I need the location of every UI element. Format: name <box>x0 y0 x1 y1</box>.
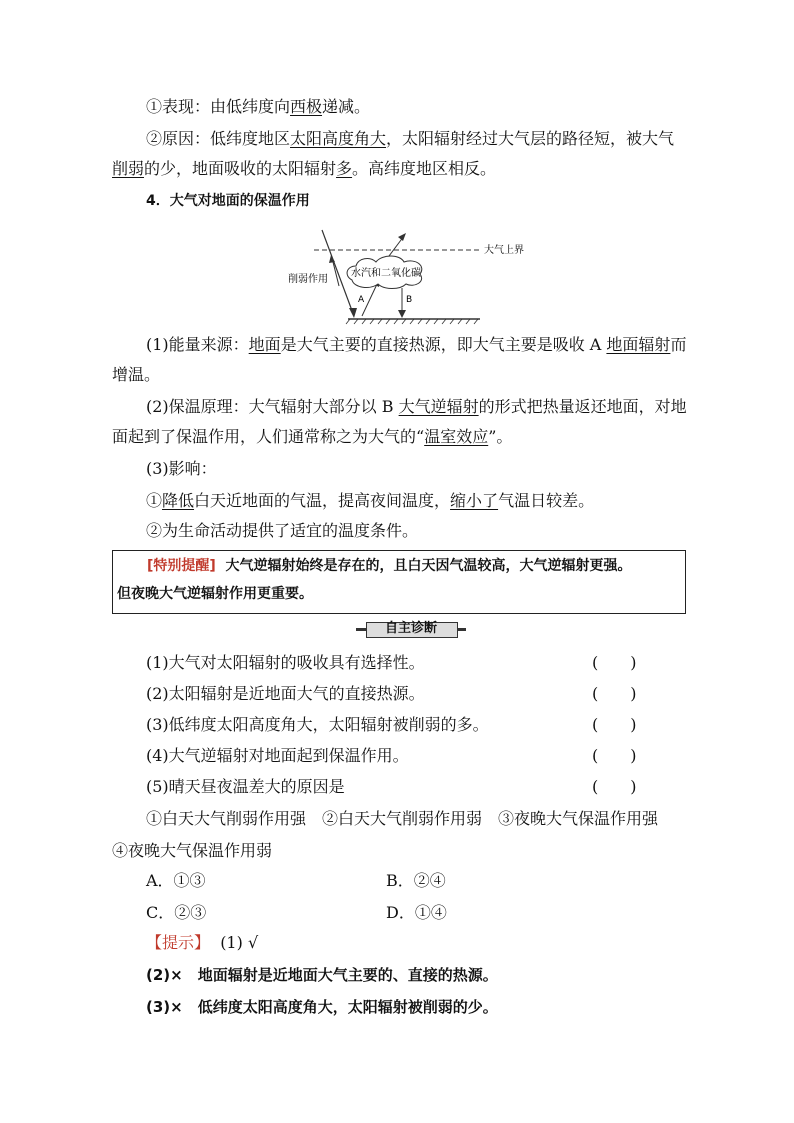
text: ”。 <box>488 427 513 446</box>
underlined-text: 大气逆辐射 <box>398 397 479 416</box>
text-line <box>146 490 594 512</box>
underlined-text: 太阳高度角大 <box>290 129 387 148</box>
hint-answer: (1) √ <box>220 933 259 952</box>
text-line: 增温。 <box>112 365 161 384</box>
section-heading: 4．大气对地面的保温作用 <box>146 193 310 209</box>
text-line <box>112 158 496 180</box>
note-text: 大气逆辐射始终是存在的，且白天因气温较高，大气逆辐射更强。 <box>225 558 632 574</box>
text-line <box>146 128 674 150</box>
text: ① <box>146 491 163 510</box>
underlined-text: 西极 <box>290 97 323 116</box>
answer-line: (2)× 地面辐射是近地面大气主要的、直接的热源。 <box>146 966 498 984</box>
question-text: (3)低纬度太阳高度角大，太阳辐射被削弱的多。 <box>146 715 489 734</box>
answer-paren: ( ) <box>592 653 637 672</box>
note-line <box>147 555 632 577</box>
label-b: B <box>406 295 413 305</box>
underlined-text: 削弱 <box>112 159 145 178</box>
option-d: D．①④ <box>386 903 447 922</box>
text-line <box>146 334 686 356</box>
section-banner <box>356 620 466 638</box>
special-note-box <box>112 550 686 614</box>
text: 白天近地面的气温，提高夜间温度， <box>194 491 451 510</box>
text: 的少，地面吸收的太阳辐射 <box>144 159 337 178</box>
underlined-text: 地面辐射 <box>606 335 671 354</box>
text: 是大气主要的直接热源，即大气主要是吸收 A <box>280 335 607 354</box>
text: (2)保温原理：大气辐射大部分以 B <box>146 397 399 416</box>
note-tag: [特别提醒] <box>147 558 216 574</box>
answer-paren: ( ) <box>592 684 637 703</box>
text-line: ②为生命活动提供了适宜的温度条件。 <box>146 521 419 540</box>
hint-tag: 【提示】 <box>146 933 211 952</box>
hint-line <box>146 932 258 954</box>
question-text: (1)大气对太阳辐射的吸收具有选择性。 <box>146 653 425 672</box>
text-line <box>146 96 370 118</box>
text: 面起到了保温作用，人们通常称之为大气的“ <box>112 427 425 446</box>
text: 。高纬度地区相反。 <box>352 159 497 178</box>
answer-paren: ( ) <box>592 715 637 734</box>
text: 而 <box>670 335 687 354</box>
answer-paren: ( ) <box>592 777 637 796</box>
greenhouse-diagram <box>284 226 524 326</box>
atmosphere-boundary-label: 大气上界 <box>484 245 524 256</box>
question-text: (2)太阳辐射是近地面大气的直接热源。 <box>146 684 425 703</box>
option-c: C．②③ <box>146 903 207 922</box>
cloud-label: 水汽和二氧化碳 <box>351 268 421 279</box>
option-a: A．①③ <box>146 871 206 890</box>
underlined-text: 地面 <box>248 335 281 354</box>
underlined-text: 降低 <box>162 491 195 510</box>
answer-line: (3)× 低纬度太阳高度角大，太阳辐射被削弱的少。 <box>146 998 498 1016</box>
option-b: B．②④ <box>386 871 446 890</box>
label-a: A <box>358 295 365 305</box>
text: ①表现：由低纬度向 <box>146 97 291 116</box>
banner-title: 自主诊断 <box>384 621 437 636</box>
underlined-text: 温室效应 <box>424 427 489 446</box>
choice-items-line: ①白天大气削弱作用强 ②白天大气削弱作用弱 ③夜晚大气保温作用强 <box>146 809 659 828</box>
answer-paren: ( ) <box>592 746 637 765</box>
text: 气温日较差。 <box>498 491 595 510</box>
text-line: (3)影响： <box>146 459 217 478</box>
text: (1)能量来源： <box>146 335 249 354</box>
text: ②原因：低纬度地区 <box>146 129 291 148</box>
text: ，太阳辐射经过大气层的路径短，被大气 <box>386 129 675 148</box>
choice-items-line: ④夜晚大气保温作用弱 <box>112 841 273 860</box>
question-text: (5)晴天昼夜温差大的原因是 <box>146 777 345 796</box>
weakening-label: 削弱作用 <box>288 274 328 285</box>
underlined-text: 缩小了 <box>450 491 499 510</box>
text-line <box>112 426 512 448</box>
text-line <box>146 396 687 418</box>
text: 的形式把热量返还地面，对地 <box>478 397 687 416</box>
underlined-text: 多 <box>336 159 353 178</box>
note-line: 但夜晚大气逆辐射作用更重要。 <box>117 586 313 602</box>
text: 递减。 <box>322 97 371 116</box>
question-text: (4)大气逆辐射对地面起到保温作用。 <box>146 746 409 765</box>
